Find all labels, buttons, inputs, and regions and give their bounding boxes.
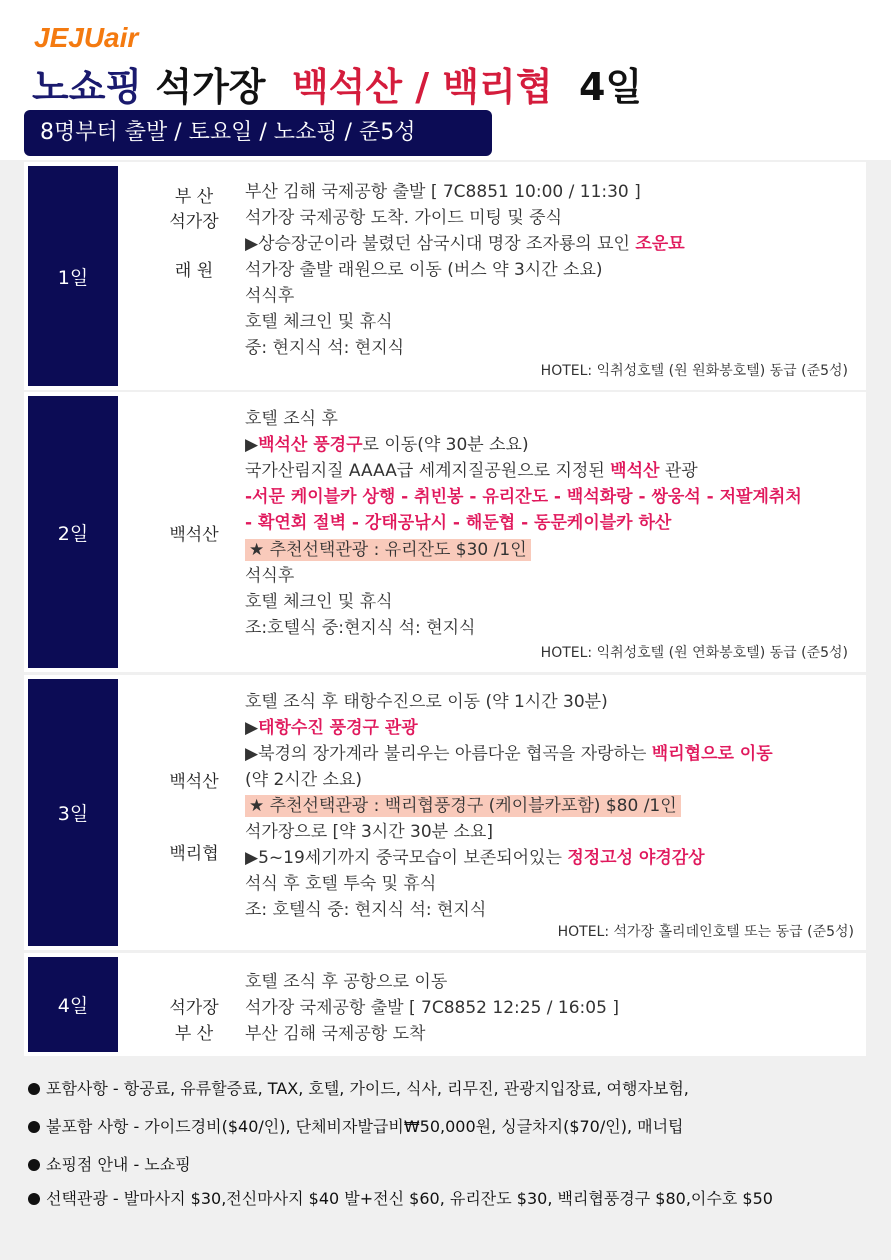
day-2-place-baishishan: 백석산 bbox=[169, 525, 219, 545]
day-1-label: 1일 bbox=[28, 166, 118, 386]
day-1-place-busan: 부 산 bbox=[174, 187, 214, 207]
day-3-place-bailixia: 백리협 bbox=[169, 844, 219, 864]
note-text: 선택관광 - 발마사지 $30,전신마사지 $40 발+전신 $60, 유리잔도 $30, 백리협풍경구 $80,이수호 $50 bbox=[46, 1189, 773, 1208]
note-text: 쇼핑점 안내 - 노쇼핑 bbox=[46, 1155, 191, 1174]
note-included bbox=[28, 1076, 689, 1099]
itinerary-line: 석가장 국제공항 도착. 가이드 미팅 및 중식 bbox=[245, 208, 563, 228]
itinerary-line: 부산 김해 국제공항 출발 [ 7C8851 10:00 / 11:30 ] bbox=[245, 182, 641, 202]
highlight-zhaoyunmiao: 조운묘 bbox=[635, 234, 685, 254]
note-optional-tours bbox=[28, 1186, 773, 1209]
itinerary-line: 석식 후 호텔 투숙 및 휴식 bbox=[245, 874, 437, 894]
note-excluded bbox=[28, 1114, 684, 1137]
itinerary-line bbox=[245, 843, 705, 868]
day-4-place-shijiazhuang: 석가장 bbox=[169, 998, 219, 1018]
day-1-place-laiyuan: 래 원 bbox=[174, 261, 214, 281]
bullet-icon bbox=[28, 1121, 40, 1133]
itinerary-line: 석식후 bbox=[245, 566, 295, 586]
day-1-place-shijiazhuang: 석가장 bbox=[169, 212, 219, 232]
itinerary-line: 호텔 조식 후 공항으로 이동 bbox=[245, 972, 448, 992]
recommended-option-highlight: ★ 추천선택관광 : 유리잔도 $30 /1인 bbox=[245, 539, 531, 561]
recommended-option-highlight: ★ 추천선택관광 : 백리협풍경구 (케이블카포함) $80 /1인 bbox=[245, 795, 681, 817]
title-no-shopping: 노쇼핑 bbox=[32, 65, 143, 109]
itinerary-text: ▶상승장군이라 불렸던 삼국시대 명장 조자룡의 묘인 bbox=[245, 234, 636, 254]
itinerary-line bbox=[245, 430, 529, 455]
itinerary-line: 조:호텔식 중:현지식 석: 현지식 bbox=[245, 618, 476, 638]
day-3-hotel: HOTEL: 석가장 홀리데인호텔 또는 동급 (준5성) bbox=[557, 924, 854, 940]
subtitle-bar: 8명부터 출발 / 토요일 / 노쇼핑 / 준5성 bbox=[24, 110, 492, 156]
day-1-itinerary bbox=[245, 162, 852, 390]
day-1-hotel: HOTEL: 익취성호텔 (원 원화봉호텔) 동급 (준5성) bbox=[540, 363, 848, 379]
day-4-itinerary bbox=[245, 953, 852, 1056]
itinerary-line: 석가장으로 [약 3시간 30분 소요] bbox=[245, 822, 493, 842]
day-2-places bbox=[124, 392, 264, 672]
itinerary-line bbox=[245, 713, 418, 738]
highlight-baishishan: 백석산 bbox=[610, 461, 660, 481]
highlight-zhengding: 정정고성 야경감상 bbox=[567, 848, 705, 868]
day-4-block bbox=[24, 953, 866, 1056]
day-3-places bbox=[124, 675, 264, 950]
bullet-icon bbox=[28, 1159, 40, 1171]
day-3-itinerary bbox=[245, 675, 852, 950]
title-destinations: 백석산 / 백리협 bbox=[291, 65, 553, 109]
bullet-icon bbox=[28, 1083, 40, 1095]
itinerary-line bbox=[245, 535, 531, 560]
note-shopping bbox=[28, 1152, 191, 1175]
day-2-label: 2일 bbox=[28, 396, 118, 668]
day-1-places bbox=[124, 162, 264, 390]
note-text: 포함사항 - 항공료, 유류할증료, TAX, 호텔, 가이드, 식사, 리무진, 관광지입장료, 여행자보험, bbox=[46, 1079, 689, 1098]
itinerary-line bbox=[245, 739, 773, 764]
itinerary-line: 호텔 체크인 및 휴식 bbox=[245, 592, 393, 612]
itinerary-line bbox=[245, 791, 681, 816]
day-3-place-baishishan: 백석산 bbox=[169, 772, 219, 792]
jejuair-logo: JEJUair bbox=[34, 22, 139, 53]
itinerary-text: 로 이동(약 30분 소요) bbox=[362, 435, 529, 455]
day-3-label: 3일 bbox=[28, 679, 118, 946]
note-text: 불포함 사항 - 가이드경비($40/인), 단체비자발급비₩50,000원, 싱글차지($70/인), 매너팁 bbox=[46, 1117, 684, 1136]
bullet-icon bbox=[28, 1193, 40, 1205]
day-1-block bbox=[24, 162, 866, 390]
itinerary-route-line: -서문 케이블카 상행 - 취빈봉 - 유리잔도 - 백석화랑 - 쌍웅석 - 저팔계취처 bbox=[245, 487, 802, 507]
day-4-places bbox=[124, 953, 264, 1056]
header bbox=[0, 0, 891, 160]
itinerary-line: 호텔 조식 후 bbox=[245, 409, 338, 429]
highlight-bailixia: 백리협으로 이동 bbox=[651, 744, 773, 764]
highlight-baishishan-scenic: 백석산 풍경구 bbox=[258, 435, 363, 455]
itinerary-line: 석가장 출발 래원으로 이동 (버스 약 3시간 소요) bbox=[245, 260, 603, 280]
day-2-hotel: HOTEL: 익취성호텔 (원 연화봉호텔) 동급 (준5성) bbox=[540, 645, 848, 661]
day-4-place-busan: 부 산 bbox=[174, 1024, 214, 1044]
highlight-taihang: 태항수진 풍경구 관광 bbox=[258, 718, 418, 738]
itinerary-line: 부산 김해 국제공항 도착 bbox=[245, 1024, 426, 1044]
itinerary-line: 석가장 국제공항 출발 [ 7C8852 12:25 / 16:05 ] bbox=[245, 998, 619, 1018]
itinerary-text: ▶ bbox=[245, 435, 259, 455]
itinerary-text: ▶ bbox=[245, 718, 259, 738]
itinerary-text: 국가산림지질 AAAA급 세계지질공원으로 지정된 bbox=[245, 461, 611, 481]
itinerary-text: 관광 bbox=[659, 461, 698, 481]
day-2-block bbox=[24, 392, 866, 672]
itinerary-line: 중: 현지식 석: 현지식 bbox=[245, 338, 405, 358]
itinerary-route-line: - 확연회 절벽 - 강태공낚시 - 해둔협 - 동문케이블카 하산 bbox=[245, 513, 672, 533]
title-city: 석가장 bbox=[155, 65, 266, 109]
day-3-block bbox=[24, 675, 866, 950]
day-4-label: 4일 bbox=[28, 957, 118, 1052]
itinerary-line: 석식후 bbox=[245, 286, 295, 306]
itinerary-line: 조: 호텔식 중: 현지식 석: 현지식 bbox=[245, 900, 487, 920]
itinerary-text: ▶북경의 장가계라 불리우는 아름다운 협곡을 자랑하는 bbox=[245, 744, 652, 764]
itinerary-line: (약 2시간 소요) bbox=[245, 770, 362, 790]
itinerary-line: 호텔 체크인 및 휴식 bbox=[245, 312, 393, 332]
itinerary-line: 호텔 조식 후 태항수진으로 이동 (약 1시간 30분) bbox=[245, 692, 608, 712]
day-2-itinerary bbox=[245, 392, 852, 672]
itinerary-line bbox=[245, 229, 685, 254]
itinerary-text: ▶5~19세기까지 중국모습이 보존되어있는 bbox=[245, 848, 568, 868]
page-title bbox=[32, 56, 642, 111]
title-duration: 4일 bbox=[579, 65, 643, 109]
itinerary-line bbox=[245, 456, 698, 481]
